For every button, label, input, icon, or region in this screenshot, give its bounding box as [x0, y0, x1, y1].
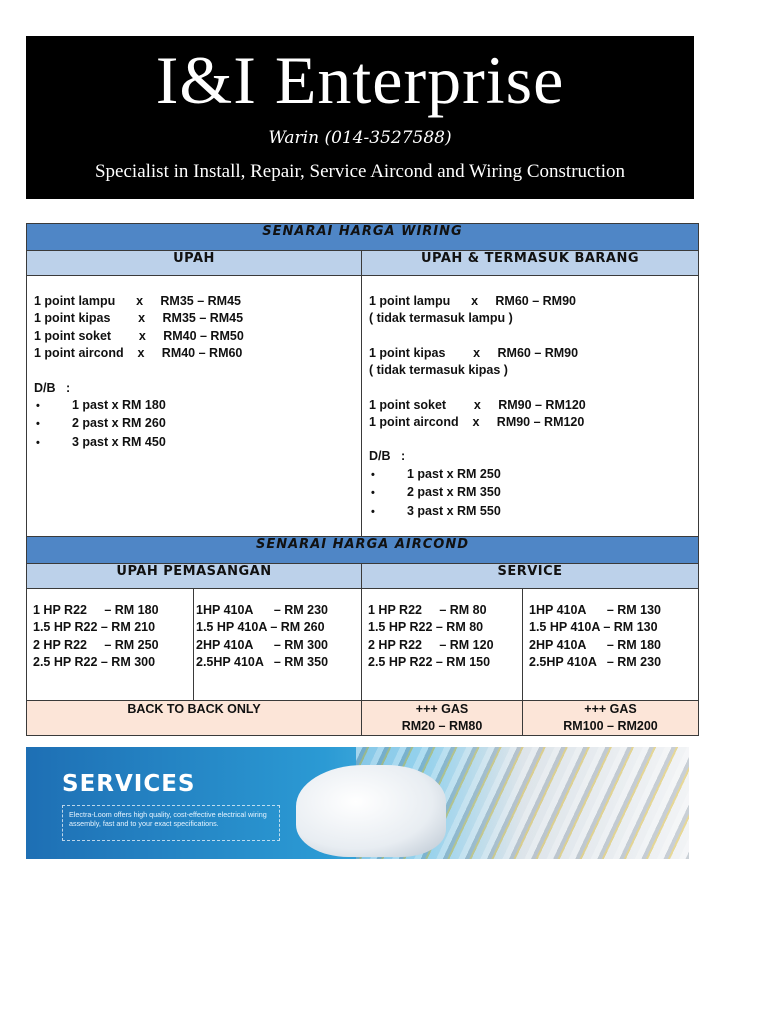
aircond-table-title: SENARAI HARGA AIRCOND — [27, 537, 699, 564]
service-410a-cell — [523, 589, 699, 701]
install-410a-cell — [194, 589, 362, 701]
price-line: 1 HP R22 – RM 180 — [33, 603, 159, 617]
tagline: Specialist in Install, Repair, Service Aircond and Wiring Construction — [94, 161, 626, 182]
wiring-col-upah: UPAH — [27, 251, 362, 276]
price-line: 1HP 410A – RM 230 — [196, 603, 329, 617]
aircond-col-service: SERVICE — [362, 564, 699, 589]
banner-text: Electra-Loom offers high quality, cost-effective electrical wiring assembly, fast and to your exact specifications. — [62, 805, 280, 841]
aircond-col-pemasangan: UPAH PEMASANGAN — [27, 564, 362, 589]
price-line: 1.5 HP 410A – RM 130 — [529, 620, 658, 635]
db-item: • 1 past x RM 250 — [369, 466, 691, 484]
price-line: 1 point lampu x RM60 – RM90 — [369, 294, 576, 308]
wiring-table-title: SENARAI HARGA WIRING — [27, 224, 699, 251]
price-note: ( tidak termasuk lampu ) — [369, 311, 513, 326]
back-to-back-note: BACK TO BACK ONLY — [27, 701, 362, 736]
price-line: 1 point soket x RM40 – RM50 — [34, 328, 244, 343]
price-line: 1.5 HP R22 – RM 80 — [368, 620, 484, 635]
gloved-hand — [296, 765, 446, 857]
price-line: 1 point lampu x RM35 – RM45 — [34, 294, 241, 308]
price-line: 1.5 HP R22 – RM 210 — [33, 620, 156, 635]
service-r22-cell — [362, 589, 523, 701]
db-item: • 2 past x RM 350 — [369, 484, 691, 502]
price-line: 2.5HP 410A – RM 350 — [196, 655, 329, 670]
price-line: 1 point aircond x RM40 – RM60 — [34, 346, 243, 361]
price-line: 2HP 410A – RM 180 — [529, 637, 662, 652]
price-line: 2.5 HP R22 – RM 300 — [33, 655, 156, 670]
aircond-price-table — [26, 536, 699, 736]
db-item: • 2 past x RM 260 — [34, 415, 354, 433]
price-line: 2 HP R22 – RM 120 — [368, 637, 494, 652]
gas-price: RM100 – RM200 — [563, 719, 658, 733]
wiring-upah-barang-cell — [362, 276, 699, 537]
price-line: 1.5 HP 410A – RM 260 — [196, 620, 325, 635]
contact-line: Warin (014-3527588) — [268, 128, 452, 148]
db-label: D/B : — [369, 449, 406, 464]
price-line: 2HP 410A – RM 300 — [196, 637, 329, 652]
price-line: 1 point aircond x RM90 – RM120 — [369, 415, 585, 430]
wiring-col-upah-barang: UPAH & TERMASUK BARANG — [362, 251, 699, 276]
install-r22-cell — [27, 589, 194, 701]
price-line: 1HP 410A – RM 130 — [529, 603, 662, 617]
price-line: 2 HP R22 – RM 250 — [33, 637, 159, 652]
db-label: D/B : — [34, 380, 71, 395]
price-line: 1 point kipas x RM60 – RM90 — [369, 345, 579, 360]
price-line: 2.5HP 410A – RM 230 — [529, 655, 662, 670]
header-banner — [26, 36, 694, 199]
gas-price: RM20 – RM80 — [401, 719, 483, 733]
gas-price-410a — [523, 701, 699, 736]
price-line: 1 point kipas x RM35 – RM45 — [34, 311, 244, 326]
db-item: • 3 past x RM 550 — [369, 503, 691, 521]
gas-label: +++ GAS — [415, 702, 469, 716]
price-line: 2.5 HP R22 – RM 150 — [368, 655, 491, 670]
price-note: ( tidak termasuk kipas ) — [369, 363, 508, 378]
db-item: • 3 past x RM 450 — [34, 434, 354, 452]
wiring-price-table — [26, 223, 699, 537]
services-banner-image — [26, 747, 689, 859]
gas-label: +++ GAS — [584, 702, 637, 716]
banner-title: SERVICES — [62, 771, 196, 797]
company-name: I&I Enterprise — [155, 42, 565, 118]
gas-price-r22 — [362, 701, 523, 736]
price-line: 1 HP R22 – RM 80 — [368, 603, 487, 617]
price-line: 1 point soket x RM90 – RM120 — [369, 397, 586, 412]
db-item: • 1 past x RM 180 — [34, 397, 354, 415]
wiring-upah-cell — [27, 276, 362, 537]
